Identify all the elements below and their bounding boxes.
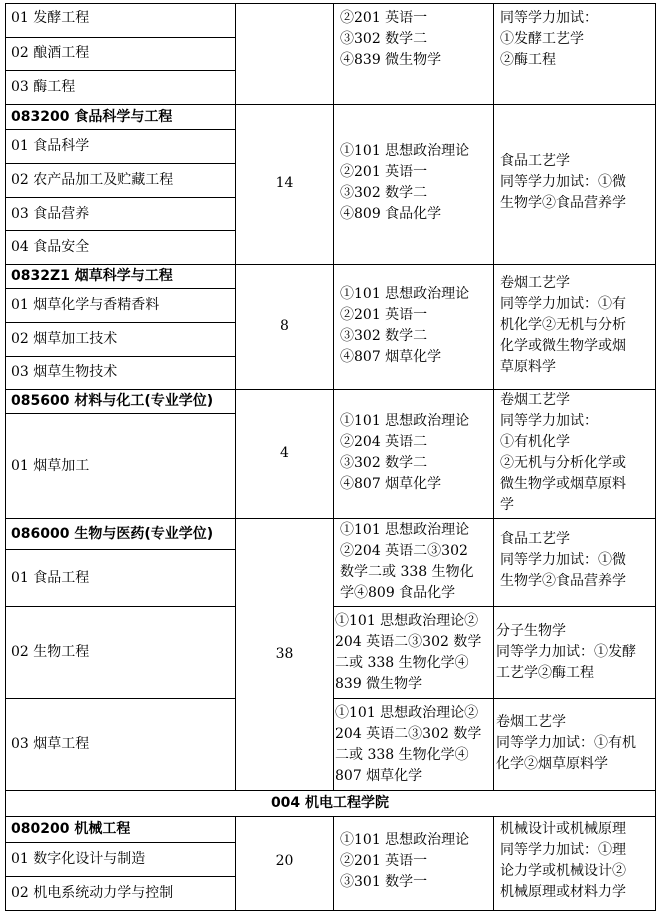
direction-item: 02 烟草加工技术 [11, 331, 118, 347]
exam-subjects-5b: ①101 思想政治理论② 204 英语二③302 数学 二或 338 生物化学④ 839 微生物学 [335, 613, 482, 692]
direction-item: 03 烟草工程 [11, 736, 90, 752]
direction-enzyme: 03 酶工程 [11, 79, 76, 95]
direction-item: 01 食品工程 [11, 570, 90, 586]
major-title-biomedicine: 086000 生物与医药(专业学位) [11, 526, 214, 542]
major-title-food-science: 083200 食品科学与工程 [11, 109, 173, 125]
direction-item: 03 烟草生物技术 [11, 364, 118, 380]
exam-subjects-6: ①101 思想政治理论 ②201 英语一 ③301 数学一 [340, 832, 470, 890]
extra-exam-5a: 食品工艺学 同等学力加试：①微 生物学②食品营养学 [500, 531, 626, 589]
direction-item: 04 食品安全 [11, 239, 90, 255]
exam-subjects-2: ①101 思想政治理论 ②201 英语一 ③302 数学二 ④809 食品化学 [340, 143, 470, 222]
direction-item: 01 烟草化学与香精香料 [11, 297, 160, 313]
enrollment-count: 4 [280, 445, 289, 461]
extra-exam-1: 同等学力加试： ①发酵工艺学 ②酶工程 [500, 10, 598, 68]
direction-item: 03 食品营养 [11, 206, 90, 222]
exam-subjects-4: ①101 思想政治理论 ②204 英语二 ③302 数学二 ④807 烟草化学 [340, 413, 470, 492]
direction-item: 01 食品科学 [11, 138, 90, 154]
extra-exam-4: 卷烟工艺学 同等学力加试： ①有机化学 ②无机与分析化学或 微生物学或烟草原料 学 [500, 392, 626, 513]
major-title-mechanical: 080200 机械工程 [11, 821, 131, 837]
direction-fermentation: 01 发酵工程 [11, 10, 90, 26]
direction-item: 01 数字化设计与制造 [11, 851, 146, 867]
enrollment-count: 20 [275, 853, 294, 869]
direction-item: 02 机电系统动力学与控制 [11, 885, 174, 901]
extra-exam-5b: 分子生物学 同等学力加试：①发酵 工艺学②酶工程 [496, 623, 636, 681]
exam-subjects-3: ①101 思想政治理论 ②201 英语一 ③302 数学二 ④807 烟草化学 [340, 286, 470, 365]
exam-subjects-5a: ①101 思想政治理论 ②204 英语二③302 数学二或 338 生物化 学④809 食品化学 [340, 522, 474, 601]
enrollment-count: 38 [275, 646, 294, 662]
exam-subjects-1: ②201 英语一 ③302 数学二 ④839 微生物学 [340, 10, 442, 68]
direction-item: 01 烟草加工 [11, 458, 90, 474]
direction-brewing: 02 酿酒工程 [11, 45, 90, 61]
exam-subjects-5c: ①101 思想政治理论② 204 英语二③302 数学 二或 338 生物化学④ 807 烟草化学 [335, 705, 482, 784]
enrollment-count: 14 [275, 175, 294, 191]
direction-item: 02 农产品加工及贮藏工程 [11, 172, 174, 188]
major-title-materials: 085600 材料与化工(专业学位) [11, 393, 214, 409]
enrollment-count: 8 [280, 318, 289, 334]
major-title-tobacco: 0832Z1 烟草科学与工程 [11, 268, 173, 284]
extra-exam-5c: 卷烟工艺学 同等学力加试：①有机 化学②烟草原料学 [496, 714, 636, 772]
extra-exam-2: 食品工艺学 同等学力加试：①微 生物学②食品营养学 [500, 153, 626, 211]
extra-exam-6: 机械设计或机械原理 同等学力加试：①理 论力学或机械设计② 机械原理或材料力学 [500, 821, 626, 900]
extra-exam-3: 卷烟工艺学 同等学力加试：①有 机化学②无机与分析 化学或微生物学或烟 草原料学 [500, 275, 626, 375]
direction-item: 02 生物工程 [11, 644, 90, 660]
college-heading: 004 机电工程学院 [270, 795, 390, 811]
